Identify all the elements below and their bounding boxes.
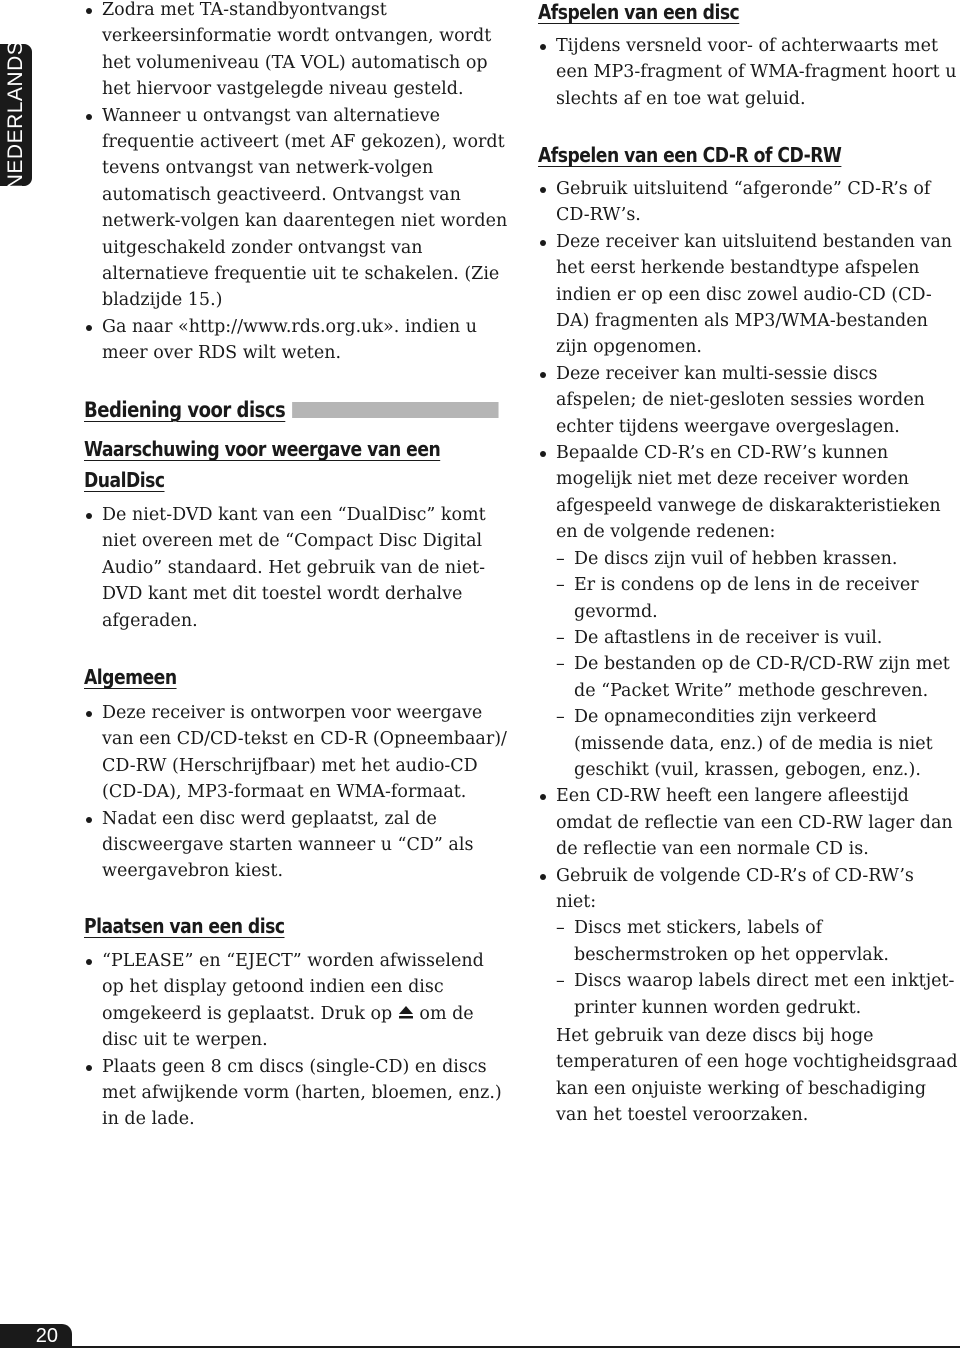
- section-heading: [84, 396, 505, 424]
- list-item: Deze receiver kan multi-sessie discs afspelen; de niet-gesloten sessies worden echter tijdens weergave overgeslagen.: [538, 361, 958, 440]
- plaatsen-list: [84, 948, 508, 1133]
- list-item-text: om de disc uit te werpen.: [102, 1003, 474, 1051]
- list-item: Deze receiver kan uitsluitend bestanden van het eerst herkende bestandtype afspelen indien er op een disc zowel audio-CD (CD-DA) fragmenten als MP3/WMA-bestanden zijn opgenomen.: [538, 229, 958, 361]
- list-item-text: “PLEASE” en “EJECT” worden afwisselend op het display getoond indien een disc omgekeerd is geplaatst. Druk op: [102, 951, 484, 1024]
- list-item: Gebruik uitsluitend “afgeronde” CD-R’s of CD-RW’s.: [538, 176, 958, 229]
- plaatsen-heading: Plaatsen van een disc: [84, 914, 285, 938]
- dualdisc-heading: Waarschuwing voor weergave van een DualDisc: [84, 437, 441, 492]
- afspelen-cdr-list: [538, 176, 958, 1021]
- dash-item: – De opnamecondities zijn verkeerd (missende data, enz.) of de media is niet geschikt (vuil, krassen, gebogen, enz.).: [556, 704, 958, 783]
- bottom-rule: [72, 1346, 960, 1348]
- list-item: [84, 948, 508, 1054]
- reasons-list: [556, 546, 958, 784]
- list-item: Deze receiver is ontworpen voor weergave van een CD/CD-tekst en CD-R (Opneembaar)/ CD-RW (Herschrijfbaar) met het audio-CD (CD-DA), MP3-formaat en WMA-formaat.: [84, 700, 508, 806]
- avoid-list: [556, 915, 958, 1021]
- list-item: Nadat een disc werd geplaatst, zal de discweergave starten wanneer u “CD” als weergavebron kiest.: [84, 806, 508, 885]
- dash-item: – De discs zijn vuil of hebben krassen.: [556, 546, 958, 572]
- page-number: 20: [0, 1324, 72, 1348]
- list-item: De niet-DVD kant van een “DualDisc” komt niet overeen met de “Compact Disc Digital Audio” standaard. Het gebruik van de niet-DVD kant met dit toestel wordt derhalve afgeraden.: [84, 502, 508, 634]
- language-tab: [0, 40, 32, 190]
- afspelen-cdr-heading: Afspelen van een CD-R of CD-RW: [538, 143, 842, 167]
- list-item: Ga naar «http://www.rds.org.uk». indien u meer over RDS wilt weten.: [84, 314, 508, 367]
- list-item: [538, 863, 958, 1021]
- afspelen-disc-heading: Afspelen van een disc: [538, 0, 740, 24]
- dash-item: – De aftastlens in de receiver is vuil.: [556, 625, 958, 651]
- list-item: Wanneer u ontvangst van alternatieve frequentie activeert (met AF gekozen), wordt tevens ontvangst van netwerk-volgen automatisch geactiveerd. Ontvangst van netwerk-volgen kan daarentegen niet worden uitgeschakeld zonder ontvangst van alternatieve frequentie uit te schakelen. (Zie bladzijde 15.): [84, 103, 508, 314]
- dash-item: – Er is condens op de lens in de receiver gevormd.: [556, 572, 958, 625]
- afspelen-disc-list: [538, 33, 958, 112]
- algemeen-heading: Algemeen: [84, 665, 177, 689]
- dualdisc-list: [84, 502, 508, 634]
- list-item-text: Gebruik de volgende CD-R’s of CD-RW’s niet:: [556, 865, 914, 912]
- intro-list: [84, 0, 508, 367]
- section-title: Bediening voor discs: [84, 398, 286, 422]
- heading-bar: [292, 402, 498, 418]
- list-item: [538, 440, 958, 783]
- list-item: Een CD-RW heeft een langere afleestijd omdat de reflectie van een CD-RW lager dan de reflectie van een normale CD is.: [538, 783, 958, 862]
- list-item: Plaats geen 8 cm discs (single-CD) en discs met afwijkende vorm (harten, bloemen, enz.) in de lade.: [84, 1054, 508, 1133]
- language-tab-label: NEDERLANDS: [4, 40, 27, 190]
- list-item: Tijdens versneld voor- of achterwaarts met een MP3-fragment of WMA-fragment hoort u slechts af en toe wat geluid.: [538, 33, 958, 112]
- list-item: Zodra met TA-standbyontvangst verkeersinformatie wordt ontvangen, wordt het volumeniveau (TA VOL) automatisch op het hiervoor vastgelegde niveau gesteld.: [84, 0, 508, 103]
- algemeen-list: [84, 700, 508, 885]
- dash-item: – Discs waarop labels direct met een inktjet-printer kunnen worden gedrukt.: [556, 968, 958, 1021]
- list-item-text: Bepaalde CD-R’s en CD-RW’s kunnen mogelijk niet met deze receiver worden afgespeeld vanwege de diskarakteristieken en de volgende redenen:: [556, 443, 941, 543]
- eject-icon: [398, 1004, 414, 1020]
- closing-paragraph: Het gebruik van deze discs bij hoge temperaturen of een hoge vochtigheidsgraad kan een onjuiste werking of beschadiging van het toestel veroorzaken.: [556, 1026, 958, 1126]
- dash-item: – Discs met stickers, labels of beschermstroken op het oppervlak.: [556, 915, 958, 968]
- dash-item: – De bestanden op de CD-R/CD-RW zijn met de “Packet Write” methode geschreven.: [556, 651, 958, 704]
